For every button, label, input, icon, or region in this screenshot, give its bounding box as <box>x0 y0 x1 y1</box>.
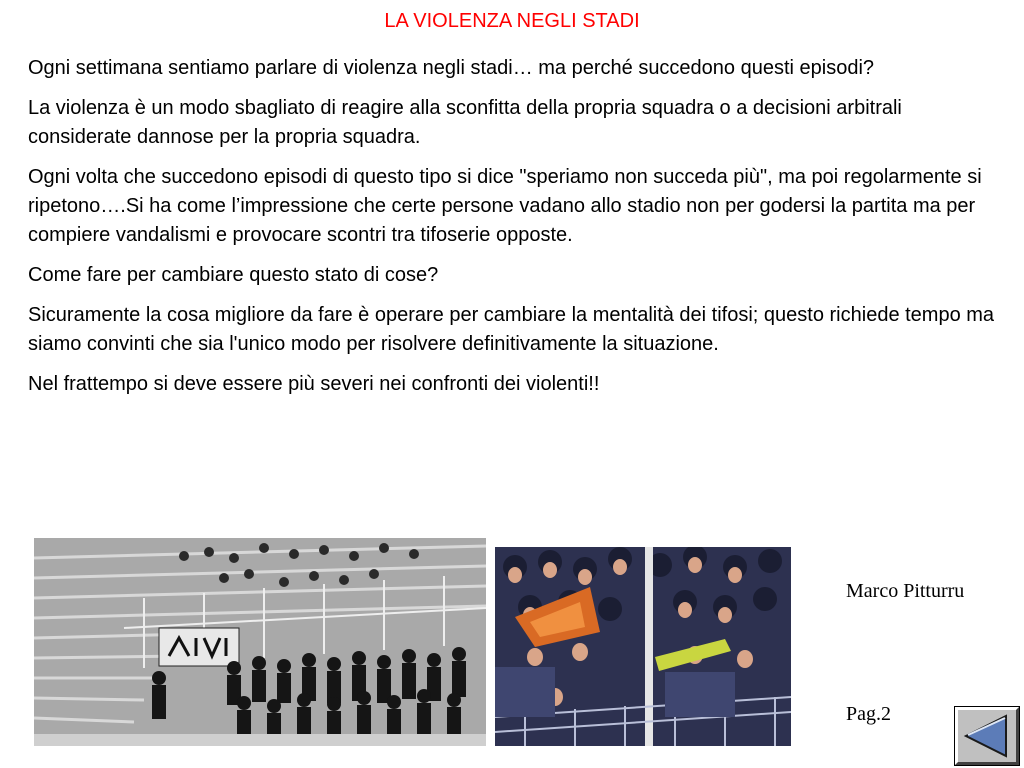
fans-crowd-photo <box>495 547 791 746</box>
slide-title: LA VIOLENZA NEGLI STADI <box>384 10 640 32</box>
slide-body <box>28 54 1003 410</box>
back-button[interactable] <box>955 707 1019 765</box>
paragraph-4: Come fare per cambiare questo stato di cose? <box>28 264 439 286</box>
paragraph-5: Sicuramente la cosa migliore da fare è operare per cambiare la mentalità dei tifosi; questo richiede tempo ma siamo convinti che sia l'unico modo per risolvere definitivamente la situazione. <box>28 304 995 355</box>
author-name: Marco Pitturru <box>846 580 965 602</box>
paragraph-2: La violenza è un modo sbagliato di reagire alla sconfitta della propria squadra o a decisioni arbitrali considerate dannose per la propria squadra. <box>28 97 902 148</box>
paragraph-6: Nel frattempo si deve essere più severi nei confronti dei violenti!! <box>28 373 600 395</box>
stadium-riot-photo <box>34 538 486 746</box>
page-number: Pag.2 <box>846 703 891 725</box>
triangle-left-icon <box>958 710 1016 762</box>
paragraph-1: Ogni settimana sentiamo parlare di violenza negli stadi… ma perché succedono questi episodi? <box>28 57 875 79</box>
paragraph-3: Ogni volta che succedono episodi di questo tipo si dice "speriamo non succeda più", ma poi regolarmente si ripetono….Si ha come l’impressione che certe persone vadano allo stadio non per godersi la partita ma per compiere vandalismi e provocare scontri tra tifoserie opposte. <box>28 166 982 246</box>
